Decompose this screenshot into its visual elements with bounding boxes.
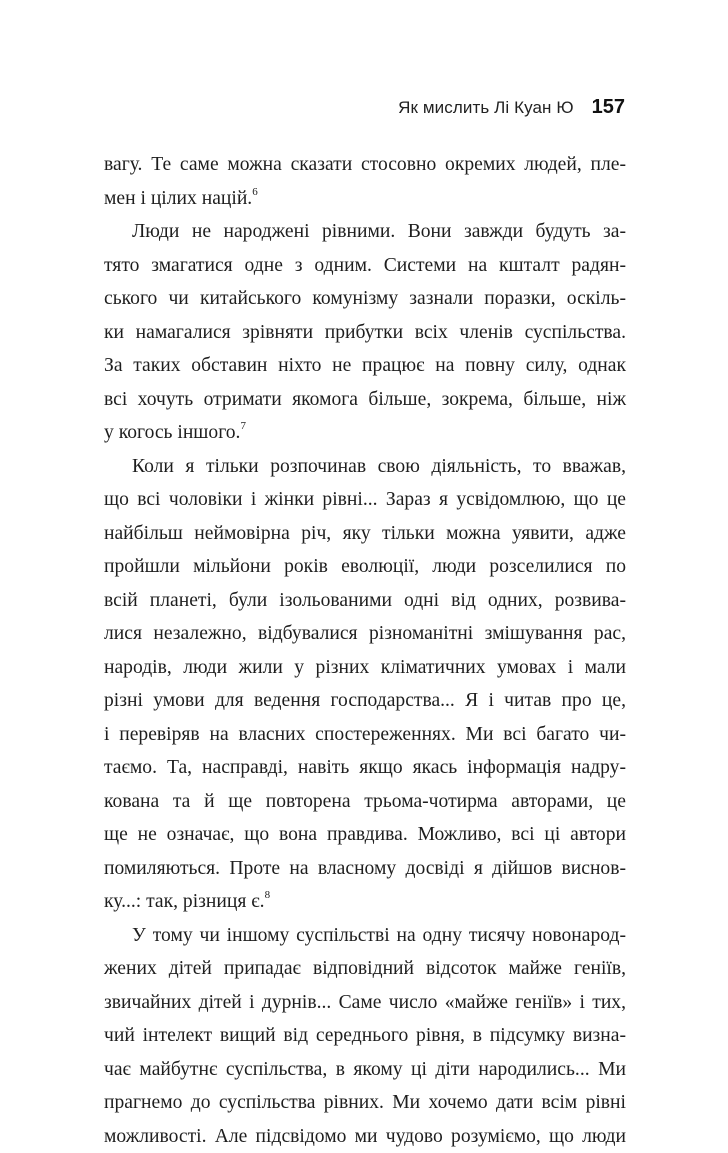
text-line: всі хочуть отримати якомога більше, зокрема, більше, ніж [104,383,626,417]
text-line: найбільш неймовірна річ, яку тільки можна уявити, адже [104,517,626,551]
text-line: у когось іншого.$^7$ [104,416,626,450]
page-number: 157 [592,96,625,119]
text-line: всій планеті, були ізольованими одні від одних, розвива- [104,584,626,618]
text-line: тято змагатися одне з одним. Системи на кшталт радян- [104,249,626,283]
text-line: чає майбутнє суспільства, в якому ці діти народились... Ми [104,1053,626,1087]
text-line: чий інтелект вищий від середнього рівня, в підсумку визна- [104,1019,626,1053]
text-line: прагнемо до суспільства рівних. Ми хочемо дати всім рівні [104,1086,626,1120]
body-text [104,148,626,1153]
text-line: Коли я тільки розпочинав свою діяльність, то вважав, [104,450,626,484]
footnote-ref: 6 [252,186,258,198]
text-line: Люди не народжені рівними. Вони завжди будуть за- [104,215,626,249]
text-line: кована та й ще повторена трьома-чотирма авторами, це [104,785,626,819]
text-line: ського чи китайського комунізму зазнали поразки, оскіль- [104,282,626,316]
text-line: мен і цілих націй.$^6$ [104,182,626,216]
text-line: У тому чи іншому суспільстві на одну тисячу новонарод- [104,919,626,953]
text-line: ку...: так, різниця є.$^8$ [104,885,626,919]
footnote-ref: 7 [240,420,246,432]
text-line: звичайних дітей і дурнів... Саме число «майже геніїв» і тих, [104,986,626,1020]
text-line: жених дітей припадає відповідний відсоток майже геніїв, [104,952,626,986]
running-title: Як мислить Лі Куан Ю [398,98,574,118]
text-line: і перевіряв на власних спостереженнях. Ми всі багато чи- [104,718,626,752]
text-line: різні умови для ведення господарства... Я і читав про це, [104,684,626,718]
text-line: лися незалежно, відбувалися різноманітні змішування рас, [104,617,626,651]
text-line: За таких обставин ніхто не працює на повну силу, однак [104,349,626,383]
text-line: ще не означає, що вона правдива. Можливо, всі ці автори [104,818,626,852]
text-line: ки намагалися зрівняти прибутки всіх членів суспільства. [104,316,626,350]
footnote-ref: 8 [265,889,271,901]
text-line: народів, люди жили у різних кліматичних умовах і мали [104,651,626,685]
text-line: таємо. Та, насправді, навіть якщо якась інформація надру- [104,751,626,785]
text-line: пройшли мільйони років еволюції, люди розселилися по [104,550,626,584]
running-head [398,96,625,119]
text-line: вагу. Те саме можна сказати стосовно окремих людей, пле- [104,148,626,182]
text-line: що всі чоловіки і жінки рівні... Зараз я усвідомлюю, що це [104,483,626,517]
text-line: можливості. Але підсвідомо ми чудово розуміємо, що люди [104,1120,626,1153]
text-line: помиляються. Проте на власному досвіді я дійшов виснов- [104,852,626,886]
